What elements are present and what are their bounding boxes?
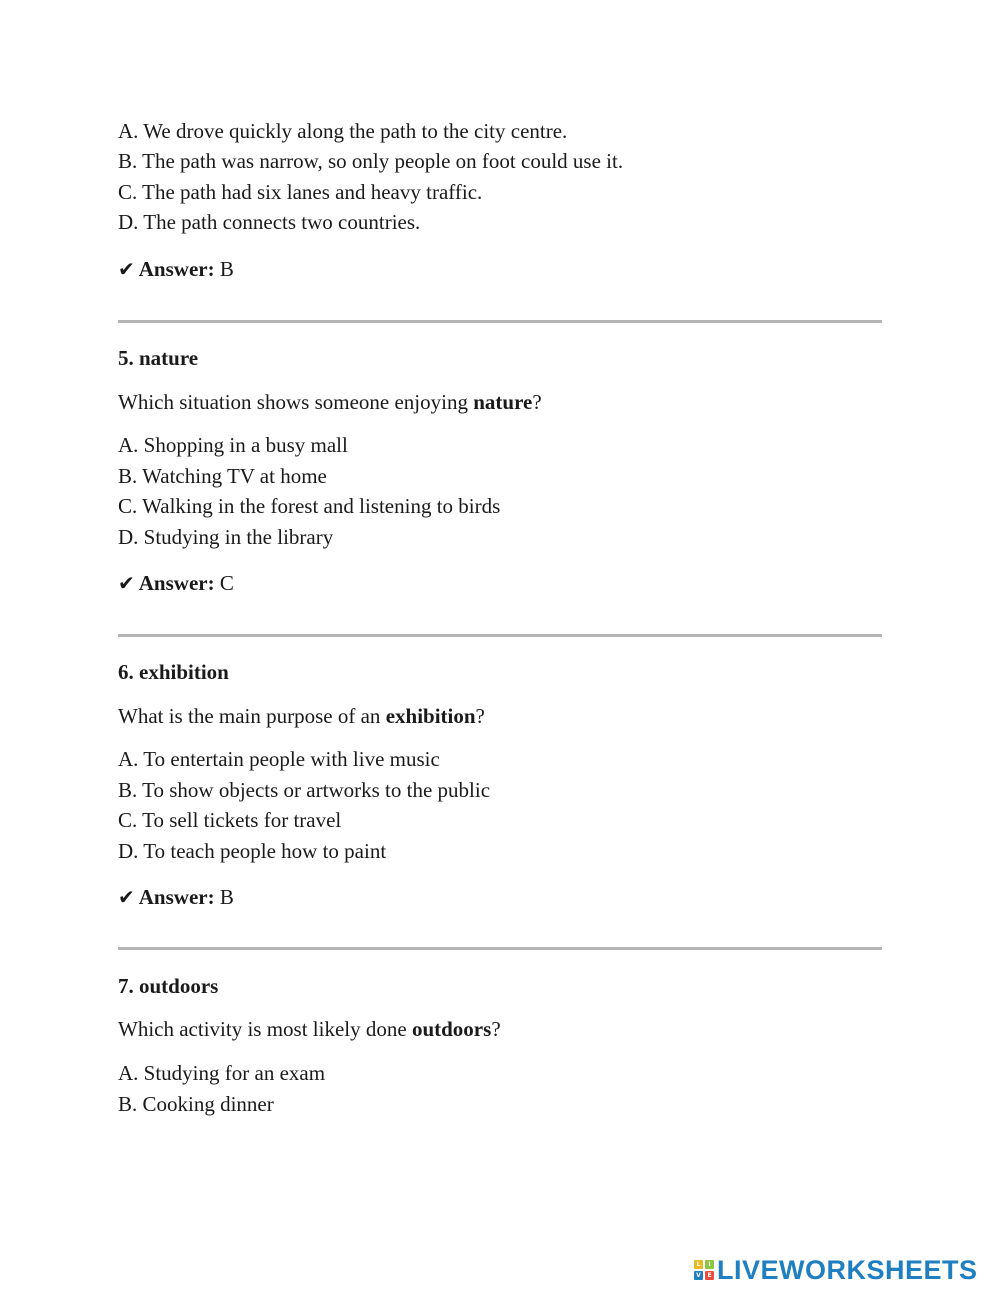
check-icon: ✔ [118,257,135,281]
q6-option-d: D. To teach people how to paint [118,839,387,863]
logo-mark-icon: L I V E [694,1260,714,1280]
q7-title: 7. outdoors [118,974,219,998]
q6-option-a: A. To entertain people with live music [118,747,440,771]
answer-value: B [219,885,234,909]
q6-title: 6. exhibition [118,660,229,684]
q7-option-b: B. Cooking dinner [118,1092,274,1116]
answer-label: Answer: [138,571,215,595]
q4-option-a: A. We drove quickly along the path to the city centre. [118,119,568,143]
check-icon: ✔ [118,571,135,595]
section-divider [118,634,882,637]
q6-option-b: B. To show objects or artworks to the public [118,778,491,802]
q6-keyword: exhibition [385,704,476,728]
answer-value: B [219,257,234,281]
q5-option-d: D. Studying in the library [118,525,334,549]
q5-keyword: nature [473,390,533,414]
q6-answer [118,884,234,910]
section-divider [118,320,882,323]
check-icon: ✔ [118,885,135,909]
answer-value: C [219,571,234,595]
liveworksheets-logo[interactable] [694,1255,978,1285]
q6-stem: What is the main purpose of an exhibition? [118,704,485,728]
q5-title: 5. nature [118,346,199,370]
q4-answer [118,256,234,282]
answer-label: Answer: [138,885,215,909]
q7-option-a: A. Studying for an exam [118,1061,326,1085]
q6-option-c: C. To sell tickets for travel [118,808,342,832]
q5-option-b: B. Watching TV at home [118,464,327,488]
section-divider [118,947,882,950]
q7-stem: Which activity is most likely done outdoors? [118,1017,501,1041]
q4-option-b: B. The path was narrow, so only people on foot could use it. [118,149,624,173]
q5-answer [118,570,234,596]
q7-keyword: outdoors [411,1017,492,1041]
answer-label: Answer: [138,257,215,281]
q5-option-a: A. Shopping in a busy mall [118,433,348,457]
q5-option-c: C. Walking in the forest and listening to birds [118,494,501,518]
q4-option-c: C. The path had six lanes and heavy traffic. [118,180,483,204]
logo-text: LIVEWORKSHEETS [717,1254,978,1285]
q4-option-d: D. The path connects two countries. [118,210,421,234]
q5-stem: Which situation shows someone enjoying nature? [118,390,542,414]
